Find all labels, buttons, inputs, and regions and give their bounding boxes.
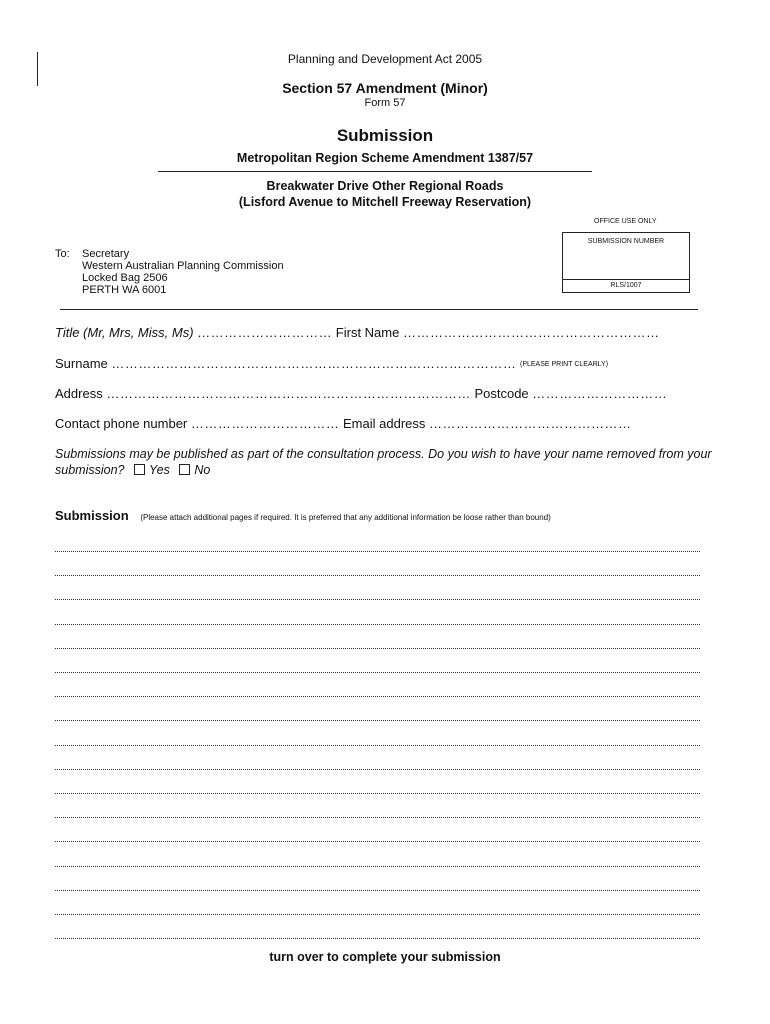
divider xyxy=(60,309,698,310)
title-first-name-row xyxy=(55,325,700,340)
submission-line[interactable] xyxy=(55,779,700,794)
publish-question xyxy=(55,446,715,478)
act-title: Planning and Development Act 2005 xyxy=(287,52,483,66)
postcode-field[interactable]: ………………………… xyxy=(532,386,668,401)
phone-label: Contact phone number xyxy=(55,416,188,431)
email-label: Email address xyxy=(343,416,426,431)
surname-field[interactable]: ……………………………………………………………………………… xyxy=(111,356,517,371)
submission-line[interactable] xyxy=(55,682,700,697)
submission-line[interactable] xyxy=(55,827,700,842)
submission-heading: Submission xyxy=(55,508,129,523)
submission-number-heading: SUBMISSION NUMBER xyxy=(587,238,665,245)
submission-line[interactable] xyxy=(55,561,700,576)
publish-question-text: Submissions may be published as part of the consultation process. Do you wish to have your name removed from your submission? xyxy=(55,447,712,477)
office-use-label: OFFICE USE ONLY xyxy=(594,218,657,225)
yes-label: Yes xyxy=(148,463,170,477)
submission-line[interactable] xyxy=(55,900,700,915)
surname-row xyxy=(55,356,700,371)
turn-over-note: turn over to complete your submission xyxy=(269,950,501,964)
submission-line[interactable] xyxy=(55,852,700,867)
address-label: Address xyxy=(55,386,103,401)
first-name-label: First Name xyxy=(335,325,400,340)
form-number: Form 57 xyxy=(364,97,406,109)
submission-heading-row xyxy=(55,508,551,523)
recipient-line: Locked Bag 2506 xyxy=(82,272,168,284)
print-clearly-note: (PLEASE PRINT CLEARLY) xyxy=(520,361,609,369)
submission-number-box xyxy=(562,232,690,293)
no-label: No xyxy=(194,463,211,477)
phone-field[interactable]: …………………………… xyxy=(190,416,340,431)
recipient-label: To: xyxy=(55,248,70,260)
submission-line[interactable] xyxy=(55,537,700,552)
submission-line[interactable] xyxy=(55,610,700,625)
surname-label: Surname xyxy=(55,356,108,371)
submission-line[interactable] xyxy=(55,706,700,721)
first-name-field[interactable]: ………………………………………………… xyxy=(402,325,660,340)
divider xyxy=(158,171,592,172)
page-title: Submission xyxy=(336,126,434,145)
recipient-line: Western Australian Planning Commission xyxy=(82,260,284,272)
submission-note: (Please attach additional pages if required. It is preferred that any additional information be loose rather than bound) xyxy=(140,513,551,522)
recipient-line: Secretary xyxy=(82,248,130,260)
address-field[interactable]: ……………………………………………………………………… xyxy=(106,386,471,401)
yes-checkbox[interactable] xyxy=(134,464,145,475)
recipient-line: PERTH WA 6001 xyxy=(82,284,167,296)
submission-line[interactable] xyxy=(55,731,700,746)
no-checkbox[interactable] xyxy=(179,464,190,475)
submission-line[interactable] xyxy=(55,924,700,939)
submission-line[interactable] xyxy=(55,876,700,891)
email-field[interactable]: ……………………………………… xyxy=(429,416,632,431)
section-title: Section 57 Amendment (Minor) xyxy=(282,80,488,96)
address-postcode-row xyxy=(55,386,700,401)
title-field[interactable]: ………………………… xyxy=(197,325,333,340)
submission-line[interactable] xyxy=(55,755,700,770)
submission-line[interactable] xyxy=(55,585,700,600)
project-line-1: Breakwater Drive Other Regional Roads xyxy=(266,179,504,193)
submission-reference: RLS/1007 xyxy=(563,279,689,292)
amendment-title: Metropolitan Region Scheme Amendment 1387/57 xyxy=(236,151,534,165)
project-line-2: (Lisford Avenue to Mitchell Freeway Reservation) xyxy=(238,195,532,209)
submission-line[interactable] xyxy=(55,634,700,649)
postcode-label: Postcode xyxy=(474,386,529,401)
title-label: Title (Mr, Mrs, Miss, Ms) xyxy=(55,325,194,340)
submission-line[interactable] xyxy=(55,658,700,673)
submission-line[interactable] xyxy=(55,803,700,818)
phone-email-row xyxy=(55,416,700,431)
